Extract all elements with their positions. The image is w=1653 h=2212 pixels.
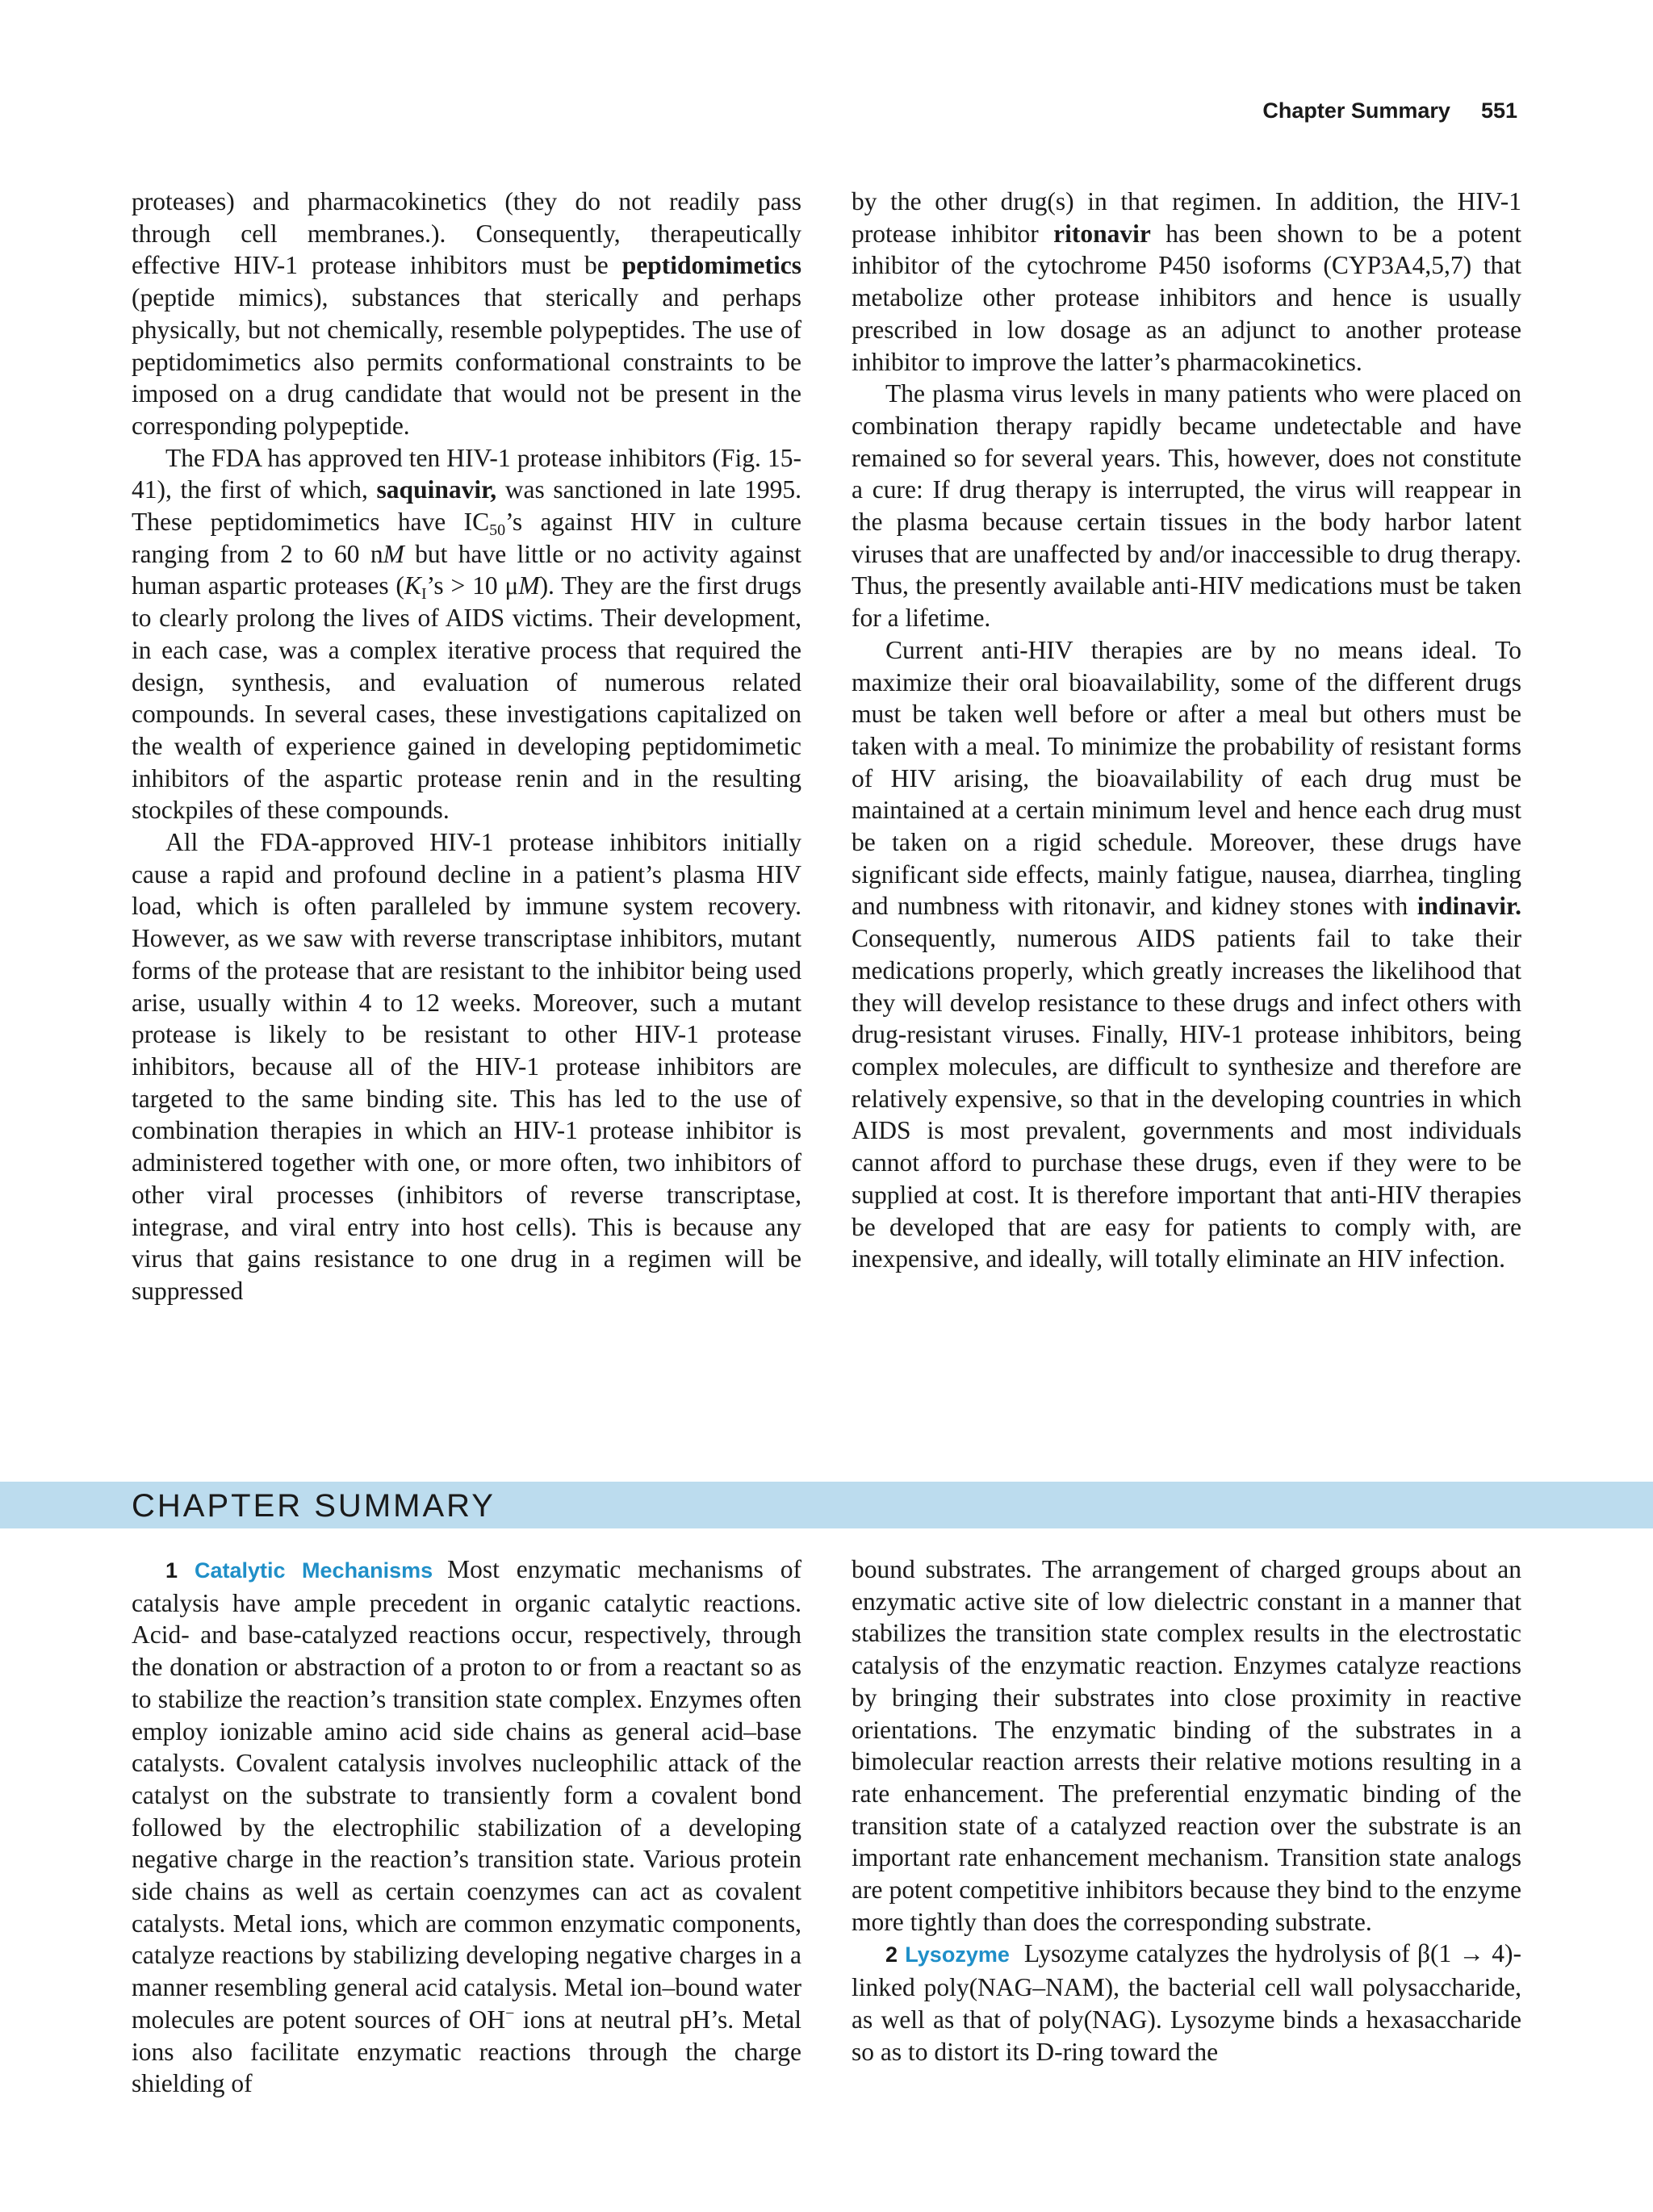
- body-column-left: [132, 186, 801, 1307]
- summary-column-left: [132, 1553, 801, 2100]
- summary-section-catalytic-mechanisms: 1 Catalytic Mechanisms Most enzymatic mechanisms of catalysis have ample precedent in organic catalytic reactions. Acid- and base-catalyzed reactions occur, respectively, through the donation or abstraction of a proton to or from a reactant so as to stabilize the reaction’s transition state complex. Enzymes often employ ionizable amino acid side chains as general acid–base catalysts. Covalent catalysis involves nucleophilic attack of the catalyst on the substrate to transiently form a covalent bond followed by the electrophilic stabilization of a developing negative charge in the reaction’s transition state. Various protein side chains as well as certain coenzymes can act as covalent catalysts. Metal ions, which are common enzymatic components, catalyze reactions by stabilizing developing negative charges in a manner resembling general acid catalysis. Metal ion–bound water molecules are potent sources of OH− ions at neutral pH’s. Metal ions also facilitate enzymatic reactions through the charge shielding of: [132, 1555, 802, 2098]
- paragraph-current-therapies: Current anti-HIV therapies are by no means ideal. To maximize their oral bioavailability, some of the different drugs must be taken well before or after a meal but others must be taken with a meal. To minimize the probability of resistant forms of HIV arising, the bioavailability of each drug must be maintained at a certain minimum level and hence each drug must be taken on a rigid schedule. Moreover, these drugs have significant side effects, mainly fatigue, nausea, diarrhea, tingling and numbness with ritonavir, and kidney stones with indinavir. Consequently, numerous AIDS patients fail to take their medications properly, which greatly increases the likelihood that they will develop resistance to these drugs and infect others with drug-resistant viruses. Finally, HIV-1 protease inhibitors, being complex molecules, are difficult to synthesize and therefore are relatively expensive, so that in the developing countries in which AIDS is most prevalent, governments and most individuals cannot afford to purchase these drugs, even if they were to be supplied at cost. It is therefore important that anti-HIV therapies be developed that are easy for patients to comply with, are inexpensive, and ideally, will totally eliminate an HIV infection.: [852, 635, 1522, 1273]
- term-indinavir: indinavir.: [1417, 892, 1522, 921]
- term-peptidomimetics: peptidomimetics: [621, 251, 801, 280]
- section-title-catalytic-mechanisms: Catalytic Mechanisms: [194, 1558, 433, 1583]
- body-column-right: [852, 186, 1521, 1275]
- paragraph-ritonavir: by the other drug(s) in that regimen. In addition, the HIV-1 protease inhibitor ritonavir has been shown to be a potent inhibitor of the cytochrome P450 isoforms (CYP3A4,5,7) that metabolize other protease inhibitors and hence is usually prescribed in low dosage as an adjunct to another protease inhibitor to improve the latter’s pharmacokinetics.: [852, 187, 1522, 376]
- chapter-summary-heading: CHAPTER SUMMARY: [132, 1488, 496, 1524]
- chapter-summary-band: [0, 1482, 1653, 1528]
- running-head: [1262, 98, 1517, 123]
- running-title: Chapter Summary: [1262, 98, 1450, 123]
- page-number: 551: [1480, 98, 1517, 123]
- section-number: 2: [885, 1942, 898, 1967]
- paragraph-peptidomimetics: proteases) and pharmacokinetics (they do not readily pass through cell membranes.). Consequently, therapeutically effective HIV-1 protease inhibitors must be peptidomimetics (peptide mimics), substances that sterically and perhaps physically, but not chemically, resemble polypeptides. The use of peptidomimetics also permits conformational constraints to be imposed on a drug candidate that would not be present in the corresponding polypeptide.: [132, 187, 801, 440]
- summary-column-right: [852, 1553, 1521, 2068]
- summary-section-catalytic-continued: bound substrates. The arrangement of charged groups about an enzymatic active site of low dielectric constant in a manner that stabilizes the transition state complex results in the electrostatic catalysis of the enzymatic reaction. Enzymes catalyze reactions by bringing their substrates into close proximity in reactive orientations. The enzymatic binding of the substrates in a bimolecular reaction arrests their relative motions resulting in a rate enhancement. The preferential enzymatic binding of the transition state of a catalyzed reaction over the substrate is an important rate enhancement mechanism. Transition state analogs are potent competitive inhibitors because they bind to the enzyme more tightly than does the corresponding substrate.: [852, 1555, 1521, 1936]
- summary-section-lysozyme: 2 Lysozyme Lysozyme catalyzes the hydrolysis of β(1 → 4)-linked poly(NAG–NAM), the bacterial cell wall polysaccharide, as well as that of poly(NAG). Lysozyme binds a hexasaccharide so as to distort its D-ring toward the: [852, 1939, 1522, 2066]
- paragraph-resistance: All the FDA-approved HIV-1 protease inhibitors initially cause a rapid and profound decline in a patient’s plasma HIV load, which is often paralleled by immune system recovery. However, as we saw with reverse transcriptase inhibitors, mutant forms of the protease that are resistant to the inhibitor being used arise, usually within 4 to 12 weeks. Moreover, such a mutant protease is likely to be resistant to other HIV-1 protease inhibitors, because all of the HIV-1 protease inhibitors are targeted to the same binding site. This has led to the use of combination therapies in which an HIV-1 protease inhibitor is administered together with one, or more often, two inhibitors of other viral processes (inhibitors of reverse transcriptase, integrase, and viral entry into host cells). This is because any virus that gains resistance to one drug in a regimen will be suppressed: [132, 828, 801, 1305]
- term-ritonavir: ritonavir: [1053, 219, 1151, 248]
- paragraph-plasma-virus: The plasma virus levels in many patients who were placed on combination therapy rapidly became undetectable and have remained so for several years. This, however, does not constitute a cure: If drug therapy is interrupted, the virus will reappear in the plasma because certain tissues in the body harbor latent viruses that are unaffected by and/or inaccessible to drug therapy. Thus, the presently available anti-HIV medications must be taken for a lifetime.: [852, 379, 1521, 633]
- term-saquinavir: saquinavir,: [376, 475, 497, 504]
- section-title-lysozyme: Lysozyme: [905, 1942, 1010, 1967]
- section-number: 1: [165, 1558, 178, 1583]
- paragraph-fda-approved: The FDA has approved ten HIV-1 protease inhibitors (Fig. 15-41), the first of which, saquinavir, was sanctioned in late 1995. These peptidomimetics have $IC_{50}’s$ against HIV in culture ranging from 2 to 60 nM but have little or no activity against human aspartic proteases ($K_I’s > 10$ μM). They are the first drugs to clearly prolong the lives of AIDS victims. Their development, in each case, was a complex iterative process that required the design, synthesis, and evaluation of numerous related compounds. In several cases, these investigations capitalized on the wealth of experience gained in developing peptidomimetic inhibitors of the aspartic protease renin and in the resulting stockpiles of these compounds.: [132, 443, 802, 825]
